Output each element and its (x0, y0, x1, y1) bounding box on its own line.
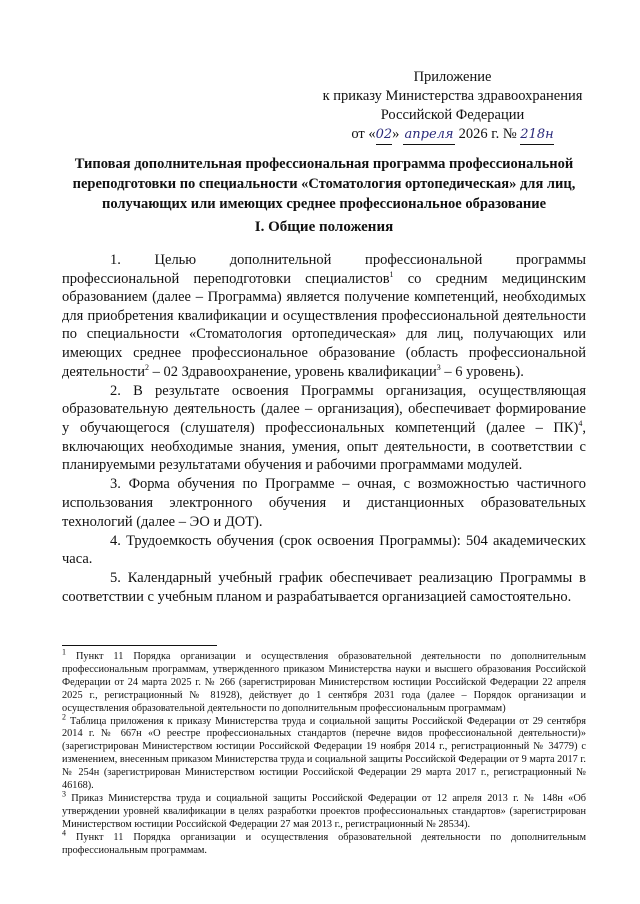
footnote-1-number: 1 (62, 647, 66, 657)
paragraph-1 (62, 251, 586, 381)
date-mid: » (392, 126, 400, 142)
footnote-ref-4: 4 (578, 419, 583, 429)
footnotes (62, 647, 586, 858)
footnote-ref-1: 1 (389, 269, 394, 279)
paragraph-1-text-c: – 02 Здравоохранение, уровень квалификации (149, 363, 437, 380)
handwritten-day: 02 (376, 125, 393, 145)
handwritten-month: апреля (403, 125, 455, 145)
footnote-3 (62, 789, 586, 832)
appendix-label: Приложение (413, 69, 492, 85)
footnote-ref-2: 2 (145, 362, 150, 372)
footnote-2 (62, 712, 586, 793)
paragraph-1-text-d: – 6 уровень). (440, 363, 524, 380)
footnote-2-text: Таблица приложения к приказу Министерства труда и социальной защиты Российской Федерации от 29 сентября 2014 г. № 667н «О реестре профессиональных стандартов (перечне видов профессиональной деятельности)» (зарегистрирован Министерством юстиции Российской Федерации 19 ноября 2014 г., регистрационный № 34779) с изменением, внесенным приказом Министерства труда и социальной защиты Российской Федерации от 9 марта 2017 г. № 254н (зарегистрирован Министерством юстиции Российской Федерации 29 марта 2017 г., регистрационный № 46168). (62, 715, 586, 792)
footnote-4-number: 4 (62, 828, 66, 838)
paragraph-2-text-a: 2. В результате освоения Программы организация, осуществляющая образовательную деятельность (далее – организация), обеспечивает формирование у обучающегося (слушателя) профессиональных компетенций (далее – ПК) (62, 382, 586, 436)
footnote-4 (62, 828, 586, 858)
paragraph-2 (62, 382, 586, 475)
footnote-1 (62, 647, 586, 716)
paragraph-1-text-a: 1. Целью дополнительной профессиональной программы профессиональной переподготовки специалистов (62, 252, 586, 287)
paragraph-2-text-b: , включающих необходимые знания, умения, опыт деятельности, в соответствии с планируемыми результатами обучения и рабочими программами модулей. (62, 419, 586, 474)
appendix-header (300, 68, 605, 145)
section-heading: I. Общие положения (254, 219, 394, 235)
order-reference: к приказу Министерства здравоохранения (322, 88, 583, 104)
footnote-2-number: 2 (62, 712, 66, 722)
paragraph-5: 5. Календарный учебный график обеспечивает реализацию Программы в соответствии с учебным планом и разрабатывается организацией самостоятельно. (62, 570, 586, 606)
paragraph-3: 3. Форма обучения по Программе – очная, с возможностью частичного использования электронного обучения и дистанционных образовательных технологий (далее – ЭО и ДОТ). (62, 476, 586, 530)
document-title: Типовая дополнительная профессиональная программа профессиональной переподготовки по специальности «Стоматология ортопедическая» для лиц, получающих или имеющих среднее профессиональное образование (72, 156, 576, 212)
footnote-1-text: Пункт 11 Порядка организации и осуществления образовательной деятельности по дополнительным профессиональным программам, утвержденного приказом Министерства науки и высшего образования Российской Федерации от 24 марта 2025 г. № 266 (зарегистрирован Министерством юстиции Российской Федерации 22 апреля 2025 г., регистрационный № 81928), действует до 1 сентября 2031 года (далее – Порядок организации и осуществления образовательной деятельности по дополнительным профессиональным программам) (62, 651, 586, 714)
paragraph-1-text-b: со средним медицинским образованием (далее – Программа) является получение компетенций, необходимых для приобретения квалификации и осуществления профессиональной деятельности по специальности «Стоматология ортопедическая» для лиц, получающих или имеющих среднее профессиональное образование (область профессиональной деятельности (62, 270, 586, 380)
date-prefix: от « (351, 126, 376, 142)
paragraph-4: 4. Трудоемкость обучения (срок освоения Программы): 504 академических часа. (62, 532, 586, 568)
footnote-4-text: Пункт 11 Порядка организации и осуществления образовательной деятельности по дополнительным профессиональным программам. (62, 831, 586, 856)
federation-name: Российской Федерации (380, 107, 525, 123)
date-year: 2026 г. № (458, 126, 517, 142)
footnote-3-number: 3 (62, 789, 66, 799)
order-date-line (300, 125, 605, 145)
document-body (62, 251, 586, 607)
footnote-ref-3: 3 (436, 362, 441, 372)
handwritten-order-number: 218н (520, 125, 553, 145)
footnote-3-text: Приказ Министерства труда и социальной защиты Российской Федерации от 12 апреля 2013 г. № 148н «Об утверждении уровней квалификации в целях разработки проектов профессиональных стандартов» (зарегистрирован Министерством юстиции Российской Федерации 27 мая 2013 г., регистрационный № 28534). (62, 792, 586, 830)
footnote-separator (62, 645, 217, 646)
